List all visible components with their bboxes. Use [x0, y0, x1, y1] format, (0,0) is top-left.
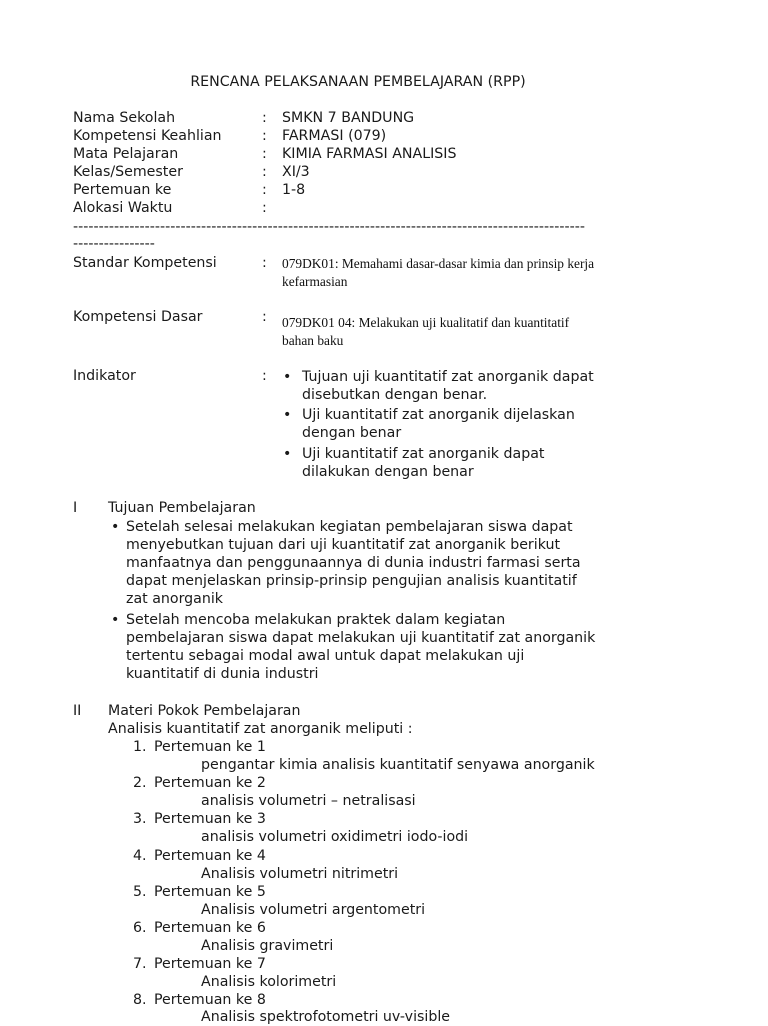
identity-value-mata-pelajaran: KIMIA FARMASI ANALISIS: [282, 146, 457, 162]
indikator-item-cont: dengan benar: [302, 425, 402, 441]
objective-line: Setelah selesai melakukan kegiatan pembelajaran siswa dapat: [126, 519, 573, 535]
identity-label-alokasi-waktu: Alokasi Waktu: [73, 200, 173, 216]
indikator-item-cont: dilakukan dengan benar: [302, 464, 474, 480]
colon: :: [262, 368, 267, 384]
identity-value-kompetensi-keahlian: FARMASI (079): [282, 128, 387, 144]
identity-label-mata-pelajaran: Mata Pelajaran: [73, 146, 179, 162]
objective-line: manfaatnya dan penggunaannya di dunia industri farmasi serta: [126, 555, 581, 571]
identity-value-pertemuan-ke: 1-8: [282, 182, 306, 198]
document-title: RENCANA PELAKSANAAN PEMBELAJARAN (RPP): [190, 74, 526, 90]
colon: :: [262, 200, 267, 216]
section-number: I: [73, 500, 78, 516]
colon: :: [262, 110, 267, 126]
identity-value-kelas-semester: XI/3: [282, 164, 310, 180]
objective-line: kuantitatif di dunia industri: [126, 666, 319, 682]
list-item: Pertemuan ke 2: [154, 775, 266, 791]
standar-kompetensi-text-cont: kefarmasian: [282, 274, 348, 289]
kompetensi-dasar-text-cont: bahan baku: [282, 333, 344, 348]
section-title: Tujuan Pembelajaran: [108, 500, 256, 516]
identity-label-nama-sekolah: Nama Sekolah: [73, 110, 176, 126]
objective-line: menyebutkan tujuan dari uji kuantitatif zat anorganik berikut: [126, 537, 561, 553]
standar-kompetensi-text: 079DK01: Memahami dasar-dasar kimia dan prinsip kerja: [282, 256, 595, 271]
identity-value-nama-sekolah: SMKN 7 BANDUNG: [282, 110, 415, 126]
objective-line: dapat menjelaskan prinsip-prinsip pengujian analisis kuantitatif: [126, 573, 577, 589]
list-item-topic: analisis volumetri – netralisasi: [201, 793, 416, 809]
identity-label-kompetensi-keahlian: Kompetensi Keahlian: [73, 128, 222, 144]
list-number: 5.: [133, 884, 147, 900]
standar-kompetensi-label: Standar Kompetensi: [73, 255, 217, 271]
indikator-item: Tujuan uji kuantitatif zat anorganik dapat: [302, 369, 594, 385]
bullet-icon: •: [283, 407, 292, 423]
indikator-item: Uji kuantitatif zat anorganik dapat: [302, 446, 545, 462]
colon: :: [262, 128, 267, 144]
separator-line-continuation: ----------------: [73, 236, 155, 252]
list-number: 4.: [133, 848, 147, 864]
list-item: Pertemuan ke 6: [154, 920, 266, 936]
indikator-item: Uji kuantitatif zat anorganik dijelaskan: [302, 407, 575, 423]
list-item: Pertemuan ke 5: [154, 884, 266, 900]
objective-line: pembelajaran siswa dapat melakukan uji kuantitatif zat anorganik: [126, 630, 596, 646]
identity-label-kelas-semester: Kelas/Semester: [73, 164, 183, 180]
list-item: Pertemuan ke 7: [154, 956, 266, 972]
list-number: 3.: [133, 811, 147, 827]
list-number: 2.: [133, 775, 147, 791]
section-intro: Analisis kuantitatif zat anorganik meliputi :: [108, 721, 413, 737]
objective-line: Setelah mencoba melakukan praktek dalam kegiatan: [126, 612, 506, 628]
objective-line: zat anorganik: [126, 591, 224, 607]
list-item: Pertemuan ke 1: [154, 739, 266, 755]
colon: :: [262, 164, 267, 180]
list-item-topic: Analisis kolorimetri: [201, 974, 337, 990]
list-number: 8.: [133, 992, 147, 1008]
list-item-topic: Analisis gravimetri: [201, 938, 334, 954]
list-item: Pertemuan ke 8: [154, 992, 266, 1008]
identity-label-pertemuan-ke: Pertemuan ke: [73, 182, 172, 198]
bullet-icon: •: [283, 446, 292, 462]
kompetensi-dasar-label: Kompetensi Dasar: [73, 309, 203, 325]
section-title: Materi Pokok Pembelajaran: [108, 703, 301, 719]
list-number: 1.: [133, 739, 147, 755]
kompetensi-dasar-text: 079DK01 04: Melakukan uji kualitatif dan kuantitatif: [282, 315, 570, 330]
list-item-topic: analisis volumetri oxidimetri iodo-iodi: [201, 829, 469, 845]
separator-line: ----------------------------------------------------------------------------------------------------: [73, 219, 585, 235]
bullet-icon: •: [283, 369, 292, 385]
objective-line: tertentu sebagai modal awal untuk dapat melakukan uji: [126, 648, 525, 664]
bullet-icon: •: [111, 612, 120, 628]
list-item: Pertemuan ke 3: [154, 811, 266, 827]
colon: :: [262, 255, 267, 271]
colon: :: [262, 146, 267, 162]
list-item-topic: pengantar kimia analisis kuantitatif senyawa anorganik: [201, 757, 595, 773]
list-number: 7.: [133, 956, 147, 972]
indikator-item-cont: disebutkan dengan benar.: [302, 387, 488, 403]
bullet-icon: •: [111, 519, 120, 535]
colon: :: [262, 182, 267, 198]
list-item-topic: Analisis volumetri argentometri: [201, 902, 426, 918]
list-number: 6.: [133, 920, 147, 936]
list-item-topic: Analisis volumetri nitrimetri: [201, 866, 399, 882]
section-number: II: [73, 703, 82, 719]
list-item-topic: Analisis spektrofotometri uv-visible: [201, 1009, 451, 1025]
colon: :: [262, 309, 267, 325]
indikator-label: Indikator: [73, 368, 136, 384]
list-item: Pertemuan ke 4: [154, 848, 266, 864]
